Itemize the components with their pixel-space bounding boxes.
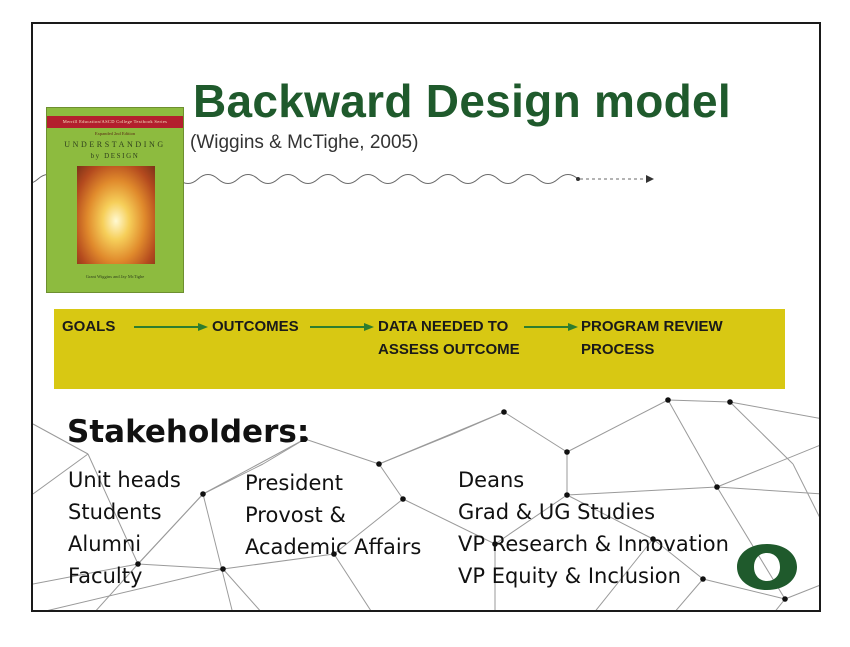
list-item: Grad & UG Studies <box>458 500 656 524</box>
book-title-line1: UNDERSTANDING <box>64 140 166 149</box>
list-item: Faculty <box>68 564 143 588</box>
citation: (Wiggins & McTighe, 2005) <box>190 132 419 153</box>
stakeholders-column-1 <box>68 464 181 592</box>
stakeholders-heading: Stakeholders: <box>67 414 310 450</box>
flow-arrow-icon <box>310 321 374 333</box>
flow-step-program-review: PROGRAM REVIEW PROCESS <box>581 318 723 358</box>
list-item: Students <box>68 500 162 524</box>
book-cover <box>46 107 184 293</box>
list-item: Academic Affairs <box>245 535 422 559</box>
book-title-line2: by DESIGN <box>90 152 140 160</box>
list-item: VP Research & Innovation <box>458 532 729 556</box>
list-item: Unit heads <box>68 468 181 492</box>
list-item: VP Equity & Inclusion <box>458 564 681 588</box>
slide <box>31 22 821 612</box>
book-cover-art <box>77 166 155 264</box>
list-item: President <box>245 471 343 495</box>
book-series: Merrill Education/ASCD College Textbook Series <box>47 116 183 128</box>
flow-arrow-icon <box>524 321 578 333</box>
flow-step-data-needed: DATA NEEDED TO ASSESS OUTCOME <box>378 318 520 358</box>
list-item: Provost & <box>245 503 346 527</box>
stakeholders-column-3 <box>458 464 729 592</box>
flow-step-outcomes: OUTCOMES <box>212 318 299 335</box>
book-authors: Grant Wiggins and Jay McTighe <box>85 274 145 279</box>
flow-arrow-icon <box>134 321 208 333</box>
list-item: Deans <box>458 468 525 492</box>
flow-step-goals: GOALS <box>62 318 116 335</box>
book-edition: Expanded 2nd Edition <box>94 131 136 136</box>
process-flow <box>54 309 785 389</box>
university-o-logo-icon <box>735 542 799 592</box>
slide-title: Backward Design model <box>193 75 732 127</box>
stakeholders-column-2 <box>245 467 421 563</box>
list-item: Alumni <box>68 532 142 556</box>
